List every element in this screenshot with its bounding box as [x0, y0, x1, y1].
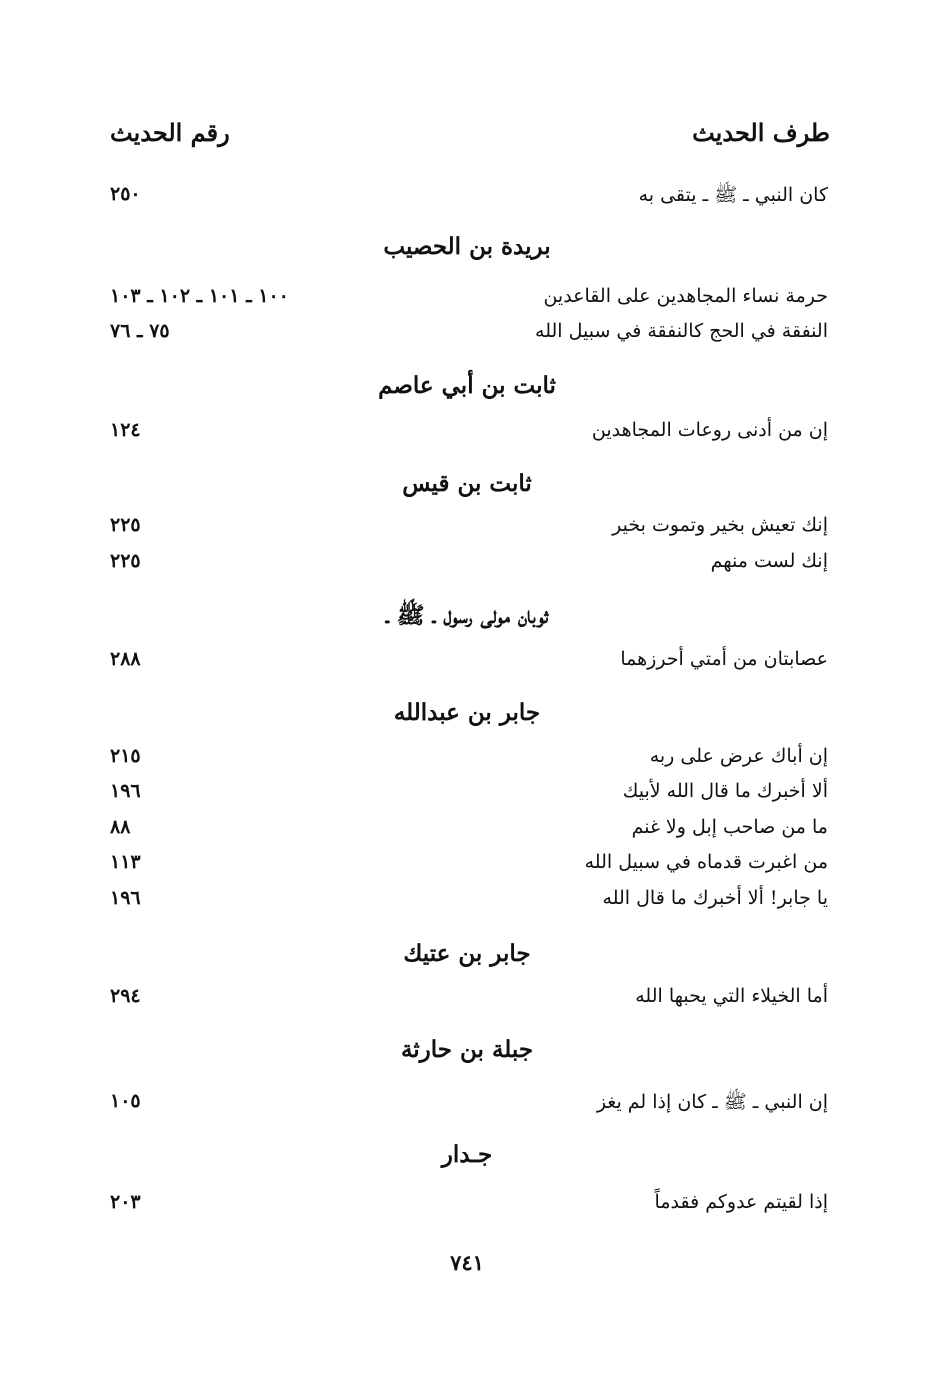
narrator-heading: جابر بن عتيك — [403, 940, 531, 967]
hadith-text: النفقة في الحج كالنفقة في سبيل الله — [535, 320, 828, 342]
hadith-text: ما من صاحب إبل ولا غنم — [631, 816, 828, 838]
hadith-number: ٢٢٥ — [110, 514, 141, 536]
hadith-number: ١٠٥ — [110, 1090, 141, 1112]
hadith-text: أما الخيلاء التي يحبها الله — [635, 985, 828, 1007]
index-row — [110, 816, 828, 848]
hadith-text: من اغبرت قدماه في سبيل الله — [584, 851, 828, 873]
index-row — [110, 985, 828, 1017]
index-row — [110, 183, 828, 215]
hadith-number: ١٠٠ ـ ١٠١ ـ ١٠٢ ـ ١٠٣ — [110, 285, 289, 307]
index-row — [110, 780, 828, 812]
hadith-number: ٨٨ — [110, 816, 131, 838]
hadith-text: إنك لست منهم — [710, 550, 828, 572]
hadith-number: ١٢٤ — [110, 419, 141, 441]
hadith-number: ٧٥ ـ ٧٦ — [110, 320, 170, 342]
hadith-text: كان النبي ـ ﷺ ـ يتقى به — [638, 184, 828, 206]
index-row — [110, 1191, 828, 1223]
hadith-number: ٢٩٤ — [110, 985, 141, 1007]
hadith-number: ٢٥٠ — [110, 183, 141, 205]
hadith-number: ٢٨٨ — [110, 648, 141, 670]
hadith-text: إن من أدنى روعات المجاهدين — [591, 419, 828, 441]
column-header-hadith-text: طرف الحديث — [692, 118, 830, 147]
index-row — [110, 550, 828, 582]
hadith-number: ٢٢٥ — [110, 550, 141, 572]
hadith-text: إنك تعيش بخير وتموت بخير — [612, 514, 828, 536]
index-row — [110, 887, 828, 919]
index-row — [110, 648, 828, 680]
narrator-heading: ثابت بن قيس — [402, 470, 532, 497]
page-number: ٧٤١ — [450, 1250, 484, 1275]
index-row — [110, 514, 828, 546]
hadith-number: ٢٠٣ — [110, 1191, 141, 1213]
narrator-heading: جابر بن عبدالله — [393, 699, 541, 726]
narrator-heading: جبلة بن حارثة — [400, 1036, 534, 1063]
hadith-number: ١٩٦ — [110, 780, 141, 802]
hadith-text: يا جابر! ألا أخبرك ما قال الله — [602, 887, 828, 909]
index-row — [110, 419, 828, 451]
hadith-number: ١٩٦ — [110, 887, 141, 909]
hadith-number: ٢١٥ — [110, 745, 141, 767]
hadith-number: ١١٣ — [110, 851, 141, 873]
hadith-text: ألا أخبرك ما قال الله لأبيك — [622, 780, 828, 802]
index-row — [110, 320, 828, 352]
hadith-text: عصابتان من أمتي أحرزهما — [620, 648, 828, 670]
hadith-text: حرمة نساء المجاهدين على القاعدين — [543, 285, 828, 307]
narrator-heading: ثوبان مولى رسول ـ ﷺ ـ — [385, 602, 549, 629]
index-row — [110, 745, 828, 777]
narrator-heading: ثابت بن أبي عاصم — [378, 372, 556, 399]
column-header-hadith-number: رقم الحديث — [110, 118, 230, 147]
narrator-heading: جـدار — [441, 1141, 493, 1168]
hadith-text: إن أباك عرض على ربه — [649, 745, 828, 767]
index-row — [110, 851, 828, 883]
index-row — [110, 285, 828, 317]
index-row — [110, 1090, 828, 1122]
hadith-text: إذا لقيتم عدوكم فقدماً — [654, 1191, 828, 1213]
hadith-text: إن النبي ـ ﷺ ـ كان إذا لم يغز — [596, 1091, 828, 1113]
narrator-heading: بريدة بن الحصيب — [383, 233, 551, 260]
